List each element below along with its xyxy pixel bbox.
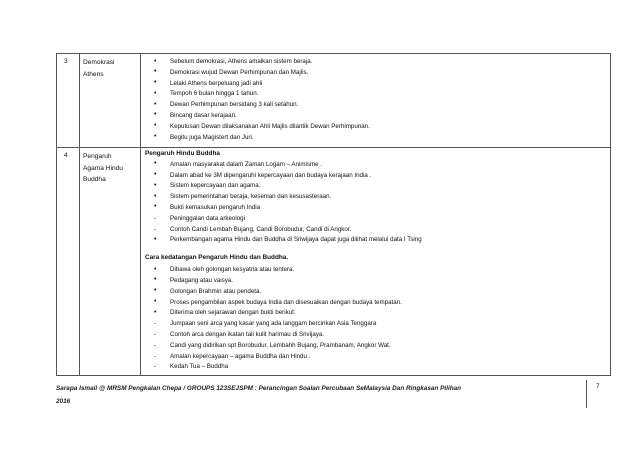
list-item xyxy=(145,57,606,68)
content-cell xyxy=(141,54,611,148)
list-item xyxy=(145,308,606,319)
list-item-text: Pedagang atau vaisya. xyxy=(170,276,233,284)
footer-text xyxy=(56,382,526,408)
list-item-text: Contoh arca dengan ikatan tali kulit harimau di Srivijaya. xyxy=(170,330,325,338)
list-item-text: Sistem pemerintahan beraja, kesenian dan kesusasteraan. xyxy=(170,193,332,201)
list-item-text: Lelaki Athens berpeluang jadi ahli xyxy=(170,79,263,87)
list-item xyxy=(145,89,606,100)
row-number-cell xyxy=(57,54,80,148)
list-item xyxy=(145,330,606,341)
row-number: 3 xyxy=(64,58,68,65)
bullet-marker: • xyxy=(154,79,157,87)
list-item-text: Amalan kepercayaan – agama Buddha dan Hindu . xyxy=(170,352,311,360)
bullet-marker: • xyxy=(154,308,157,316)
bullet-marker: • xyxy=(154,298,157,306)
dash-marker: - xyxy=(154,352,157,360)
row-number-cell xyxy=(57,148,80,376)
row-number: 4 xyxy=(64,152,68,159)
bullet-marker: • xyxy=(154,68,157,76)
bullet-marker: • xyxy=(154,276,157,284)
list-item-text: Dewan Perhimpunan bersidang 3 kali setahun. xyxy=(170,101,299,109)
topic-line: Agama Hindu xyxy=(83,164,123,172)
list-item-text: Keputusan Dewan dilaksanakan Ahli Majlis dilantik Dewan Perhimpunan. xyxy=(170,122,370,130)
list-item-text: Contoh Candi Lembah Bujang, Candi Borobudur, Candi di Angkor. xyxy=(170,225,352,233)
list-item xyxy=(145,68,606,79)
section-heading: Pengaruh Hindu Buddha xyxy=(145,150,220,157)
topic-cell xyxy=(80,148,141,376)
bullet-marker: • xyxy=(154,122,157,130)
list-item xyxy=(145,352,606,363)
list-item xyxy=(145,160,606,171)
list-item-text: Tempoh 6 bulan hingga 1 tahun. xyxy=(170,90,259,98)
topic-line: Buddha xyxy=(83,176,106,183)
bullet-marker: • xyxy=(154,57,157,65)
list-item-text: Golongan Brahmin atau pendeta. xyxy=(170,287,262,295)
list-item-text: Dalam abad ke 3M dipengaruhi kepercayaan dan budaya kerajaan India . xyxy=(170,171,372,179)
bullet-marker: • xyxy=(154,171,157,179)
bullet-marker: • xyxy=(154,160,157,168)
footer-divider xyxy=(586,380,587,408)
topic-title xyxy=(80,148,140,186)
bullet-marker: • xyxy=(154,100,157,108)
topic-cell xyxy=(80,54,141,148)
list-item-text: Begitu juga Magistert dan Juri. xyxy=(170,133,254,141)
bullet-marker: • xyxy=(154,111,157,119)
list-item-text: Dibawa oleh golongan kesyatria atau tentera. xyxy=(170,266,295,274)
page-number: 7 xyxy=(596,383,600,390)
table-row xyxy=(57,148,611,376)
dash-marker: - xyxy=(154,330,157,338)
table-row xyxy=(57,54,611,148)
list-item xyxy=(145,265,606,276)
dash-marker: - xyxy=(154,225,157,233)
bullet-marker: • xyxy=(154,181,157,189)
list-item xyxy=(145,171,606,182)
section-heading: Cara kedatangan Pengaruh Hindu dan Buddha. xyxy=(145,254,289,262)
list-item xyxy=(145,362,606,373)
list-item xyxy=(145,79,606,90)
list-item xyxy=(145,225,606,236)
content-cell xyxy=(141,148,611,376)
list-item xyxy=(145,341,606,352)
list-item xyxy=(145,298,606,309)
dash-marker: - xyxy=(154,363,157,371)
bullet-marker: • xyxy=(154,203,157,211)
topic-line: Pengaruh xyxy=(83,153,112,160)
list-item-text: Bukti kemasukan pengaruh India xyxy=(170,203,261,211)
topic-line: Demokrasi xyxy=(83,59,115,66)
list-item xyxy=(145,133,606,144)
list-item-text: Amalan masyarakat dalam Zaman Logam – Animisme . xyxy=(170,160,323,168)
list-item xyxy=(145,192,606,203)
list-item-text: Kedah Tua – Buddha xyxy=(170,363,229,371)
footer-line: Sarapa Ismail @ MRSM Pengkalan Chepa / GROUPS 123SEJSPM : Perancingan Soalan Percubaan SeMalaysia Dan Ringkasan Pilihan xyxy=(56,385,462,392)
list-item xyxy=(145,111,606,122)
dash-marker: - xyxy=(154,320,157,328)
list-item-text: Candi yang didirikan spt Borobudur, Lembahh Bujang, Prambanam, Angkor Wat. xyxy=(170,341,391,349)
list-item-text: Sistem kepercayaan dan agama. xyxy=(170,182,261,190)
list-item xyxy=(145,235,606,246)
list-item xyxy=(145,287,606,298)
list-item-text: Jumpaan seni arca yang kasar yang ada langgam bercirikan Asia Tenggara xyxy=(170,320,377,328)
list-item-text: Sebelum demokrasi, Athens amalkan sistem beraja. xyxy=(170,58,313,65)
topic-line: Athens xyxy=(83,70,104,78)
list-item xyxy=(145,181,606,192)
dash-marker: - xyxy=(154,214,157,222)
list-item-text: Proses pengambilan aspek budaya India dan disesuaikan dengan budaya tempatan. xyxy=(170,298,402,306)
list-item xyxy=(145,203,606,214)
list-item xyxy=(145,214,606,225)
bullet-marker: • xyxy=(154,235,157,243)
list-item-text: Diterima oleh sejarawan dengan bukti berikut: xyxy=(170,309,296,317)
bullet-marker: • xyxy=(154,133,157,141)
list-item-text: Peninggalan data arkeologi xyxy=(170,214,245,222)
list-item xyxy=(145,276,606,287)
list-item xyxy=(145,100,606,111)
notes-table xyxy=(56,53,611,376)
bullet-marker: • xyxy=(154,287,157,295)
page-footer xyxy=(56,380,612,407)
footer-line: 2016 xyxy=(56,398,71,405)
bullet-marker: • xyxy=(154,192,157,200)
dash-marker: - xyxy=(154,341,157,349)
list-item-text: Demokrasi wujud Dewan Perhimpunan dan Majlis. xyxy=(170,68,309,76)
list-item xyxy=(145,122,606,133)
list-item xyxy=(145,319,606,330)
list-item-text: Bincang dasar kerajaan. xyxy=(170,111,237,119)
bullet-marker: • xyxy=(154,265,157,273)
topic-title xyxy=(80,54,140,80)
list-item-text: Perkembangan agama Hindu dan Buddha di Sriwijaya dapat juga dilihat melalui data I Tsing xyxy=(170,236,422,244)
bullet-marker: • xyxy=(154,89,157,97)
